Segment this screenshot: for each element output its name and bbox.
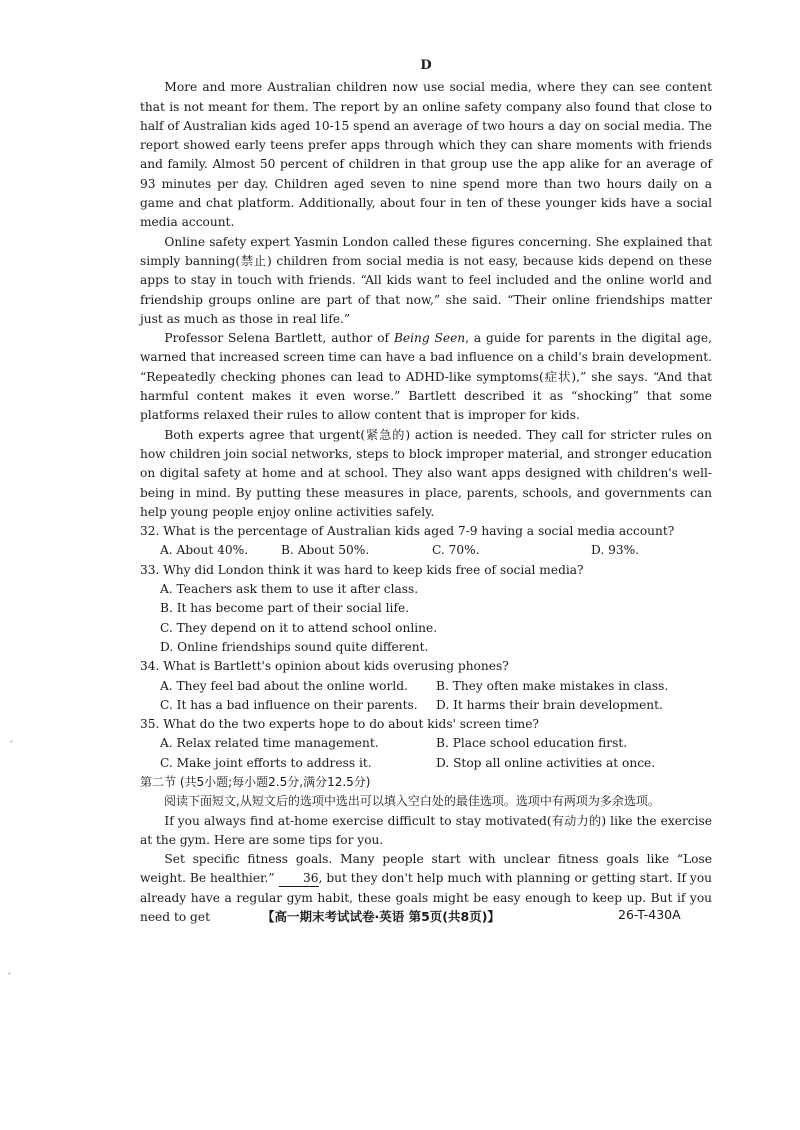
option-b: B. Place school education first. [436,736,628,751]
option-c: C. They depend on it to attend school online. [160,620,438,635]
option-b: B. It has become part of their social life. [160,601,410,616]
options-row [140,734,712,753]
option-d: D. It harms their brain development. [436,697,663,712]
options-row [140,541,712,560]
option-a: A. About 40%. [160,543,249,558]
option-c: C. Make joint efforts to address it. [160,755,372,770]
option-b: B. About 50%. [281,543,370,558]
section-2-instruction: 阅读下面短文,从短文后的选项中选出可以填入空白处的最佳选项。选项中有两项为多余选项。 [164,794,660,809]
option-d: D. Stop all online activities at once. [436,755,656,770]
question-32 [140,522,712,561]
exam-page [140,56,712,927]
section-2-intro: If you always find at-home exercise difficult to stay motivated(有动力的) like the exercise at the gym. Here are some tips for you. [140,813,712,847]
footer-code: 26-T-430A [618,907,681,922]
text-after-blank: , but they don't help much with planning or getting start. If you already have a regular gym habit, these goals might be easy enough to keep up. But if you need to get [140,871,713,925]
options-row [140,696,712,715]
book-title: Being Seen [393,331,466,346]
question-stem: 34. What is Bartlett's opinion about kids overusing phones? [140,659,509,674]
blank-36: 36 [279,871,319,887]
footer-title: 【高一期末考试试卷·英语 第5页(共8页)】 [262,909,500,924]
scan-smudge [8,972,11,975]
question-stem: 32. What is the percentage of Australian kids aged 7-9 having a social media account? [140,524,675,539]
option-a: A. They feel bad about the online world. [160,678,408,693]
question-stem: 35. What do the two experts hope to do about kids' screen time? [140,717,539,732]
passage-paragraph-3-text: Professor Selena Bartlett, author of Being Seen, a guide for parents in the digital age, warned that increased screen time can have a bad influence on a child's brain development. “Repeatedly checking phones can lead to ADHD-like symptoms(症状),” she says. “And that harmful content makes it even worse.” Bartlett described it as “shocking” that some platforms relaxed their rules to allow content that is improper for kids. [140,331,712,423]
options-row [140,677,712,696]
question-34 [140,657,712,715]
passage-paragraph-2: Online safety expert Yasmin London called these figures concerning. She explained that simply banning(禁止) children from social media is not easy, because kids depend on these apps to stay in touch with friends. “All kids want to feel included and the online world and friendship groups online are part of that now,” she said. “Their online friendships matter just as much as those in real life.” [140,234,712,326]
option-d: D. 93%. [591,543,640,558]
option-c: C. It has a bad influence on their parents. [160,697,418,712]
passage-paragraph-4: Both experts agree that urgent(紧急的) action is needed. They call for stricter rules on how children join social networks, steps to block improper material, and stronger education on digital safety at home and at school. They also want apps designed with children's well-being in mind. By putting these measures in place, parents, schools, and governments can help young people enjoy online activities safely. [140,427,712,519]
section-2-heading: 第二节 (共5小题;每小题2.5分,满分12.5分) [140,774,371,789]
scan-smudge [10,740,13,743]
section-label: D [420,58,432,73]
passage-paragraph-3 [140,329,712,425]
text-before-blank: Set specific fitness goals. Many people start with unclear fitness goals like “Lose weight. Be healthier.” [140,852,712,886]
question-stem: 33. Why did London think it was hard to keep kids free of social media? [140,562,584,577]
question-35 [140,715,712,773]
passage-paragraph-1: More and more Australian children now use social media, where they can see content that is not meant for them. The report by an online safety company also found that close to half of Australian kids aged 10-15 spend an average of two hours a day on social media. The report showed early teens prefer apps through which they can share moments with friends and family. Almost 50 percent of children in that group use the app alike for an average of 93 minutes per day. Children aged seven to nine spend more than two hours daily on a game and chat platform. Additionally, about four in ten of these younger kids have a social media account. [140,80,712,230]
option-a: A. Teachers ask them to use it after class. [160,582,419,597]
question-33 [140,561,712,657]
reading-passage [140,78,712,522]
option-b: B. They often make mistakes in class. [436,678,669,693]
options-row [140,754,712,773]
option-a: A. Relax related time management. [160,736,379,751]
option-c: C. 70%. [432,543,480,558]
section-2 [140,773,712,927]
option-d: D. Online friendships sound quite different. [160,639,429,654]
